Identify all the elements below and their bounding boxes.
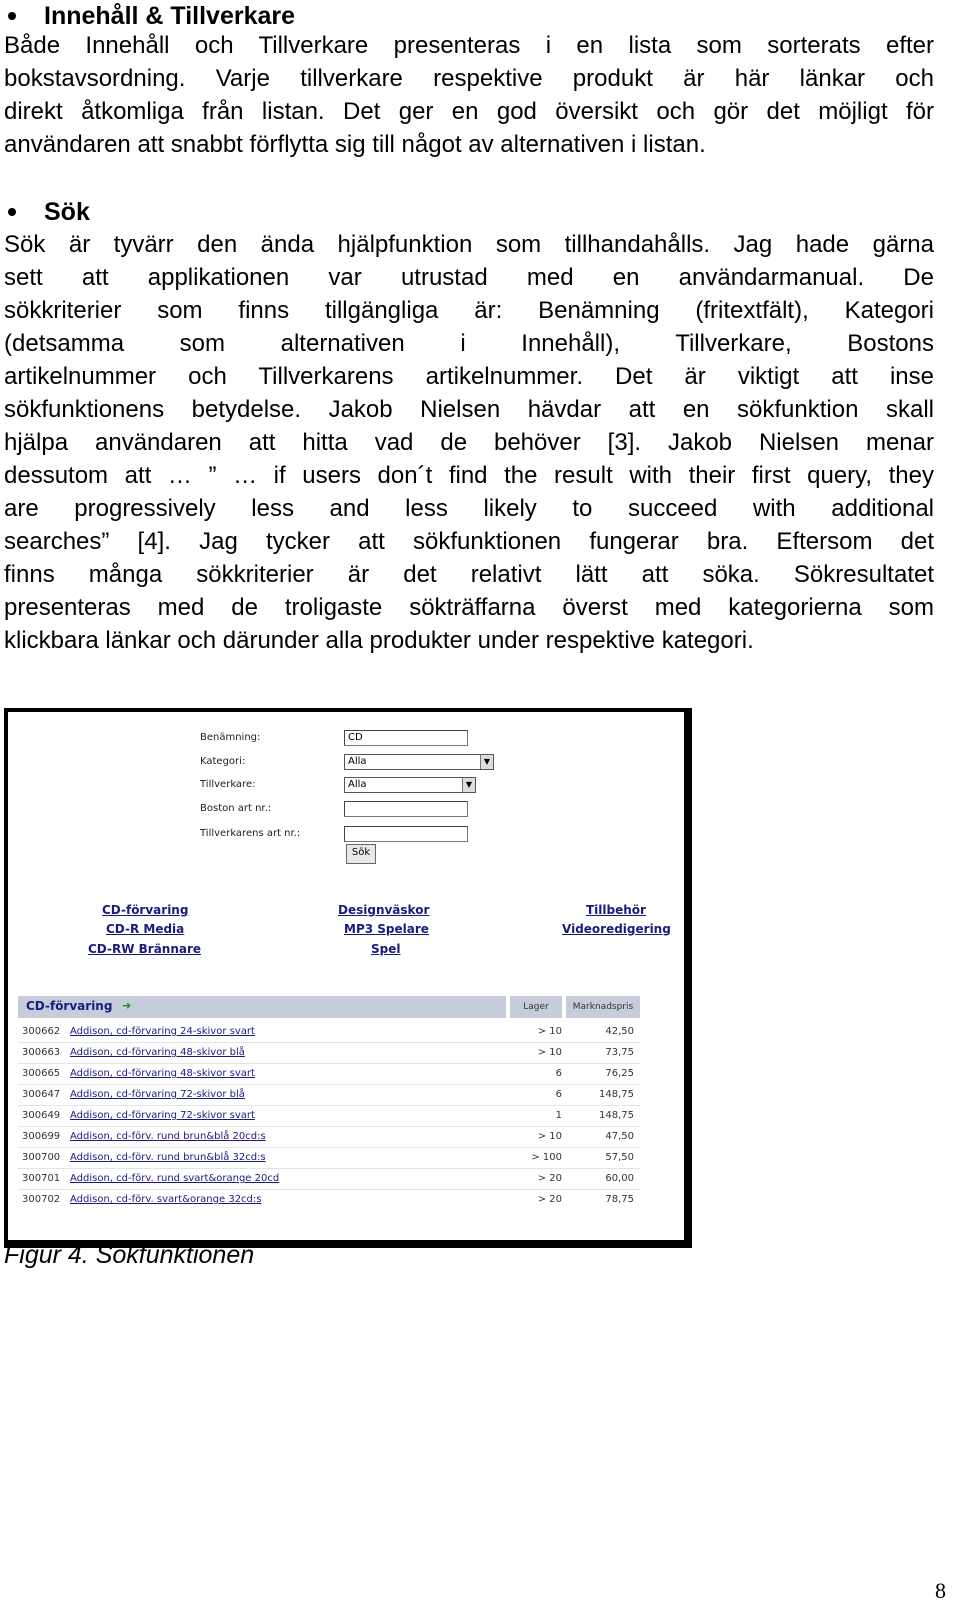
paragraph-line: finns många sökkriterier är det relativt lätt att söka. Sökresultatet <box>4 561 934 588</box>
product-link[interactable]: Addison, cd-förv. rund brun&blå 32cd:s <box>70 1152 266 1163</box>
search-screen <box>8 712 684 1240</box>
results-category-link[interactable]: CD-förvaring <box>26 999 113 1013</box>
bullet-icon <box>8 12 16 20</box>
table-row <box>18 1085 640 1105</box>
article-number: 300647 <box>22 1089 61 1100</box>
article-number: 300700 <box>22 1152 61 1163</box>
article-number: 300702 <box>22 1194 61 1205</box>
article-number: 300662 <box>22 1026 61 1037</box>
table-row <box>18 1169 640 1189</box>
label-tillverkare: Tillverkare: <box>200 779 256 790</box>
figure-caption: Figur 4. Sökfunktionen <box>4 1241 255 1269</box>
bullet-icon <box>8 208 16 216</box>
product-link[interactable]: Addison, cd-förvaring 72-skivor blå <box>70 1089 245 1100</box>
section-heading-text: Sök <box>44 198 90 226</box>
paragraph-line: direkt åtkomliga från listan. Det ger en god översikt och gör det möjligt för <box>4 98 934 125</box>
category-link[interactable]: CD-RW Brännare <box>88 942 202 956</box>
article-number: 300663 <box>22 1047 61 1058</box>
label-tillverkarens-art-nr: Tillverkarens art nr.: <box>200 828 301 839</box>
kategori-select[interactable] <box>344 754 494 770</box>
table-row <box>18 1043 640 1063</box>
price-value: 73,75 <box>605 1047 634 1058</box>
product-link[interactable]: Addison, cd-förv. svart&orange 32cd:s <box>70 1194 262 1205</box>
product-link[interactable]: Addison, cd-förv. rund brun&blå 20cd:s <box>70 1131 266 1142</box>
paragraph-line: searches” [4]. Jag tycker att sökfunktionen fungerar bra. Eftersom det <box>4 528 934 555</box>
stock-value: 6 <box>555 1089 562 1100</box>
category-link[interactable]: CD-R Media <box>106 922 185 936</box>
price-value: 57,50 <box>605 1152 634 1163</box>
product-link[interactable]: Addison, cd-förvaring 48-skivor svart <box>70 1068 255 1079</box>
paragraph-sok <box>4 228 934 657</box>
product-link[interactable]: Addison, cd-förvaring 72-skivor svart <box>70 1110 255 1121</box>
category-link[interactable]: Videoredigering <box>562 922 671 936</box>
paragraph-line: klickbara länkar och därunder alla produkter under respektive kategori. <box>4 627 754 654</box>
section-heading-sok <box>8 196 90 228</box>
tillverkare-select[interactable] <box>344 777 476 793</box>
category-link[interactable]: Spel <box>371 942 401 956</box>
paragraph-line: presenteras med de troligaste sökträffarna överst med kategorierna som <box>4 594 934 621</box>
paragraph-line: are progressively less and less likely to succeed with additional <box>4 495 934 522</box>
paragraph-line: sett att applikationen var utrustad med en användarmanual. De <box>4 264 934 291</box>
article-number: 300701 <box>22 1173 61 1184</box>
results-category-bar <box>18 996 506 1018</box>
stock-value: > 10 <box>537 1026 562 1037</box>
stock-value: > 20 <box>537 1194 562 1205</box>
dropdown-arrow-icon[interactable]: ▼ <box>462 778 475 792</box>
category-link[interactable]: Tillbehör <box>586 903 646 917</box>
paragraph-line: sökfunktionens betydelse. Jakob Nielsen hävdar att en sökfunktion skall <box>4 396 934 423</box>
table-row <box>18 1190 640 1210</box>
paragraph-line: (detsamma som alternativen i Innehåll), Tillverkare, Bostons <box>4 330 934 357</box>
table-row <box>18 1127 640 1147</box>
price-value: 47,50 <box>605 1131 634 1142</box>
stock-value: 6 <box>555 1068 562 1079</box>
results-header <box>18 996 640 1018</box>
table-row <box>18 1148 640 1168</box>
table-row <box>18 1106 640 1126</box>
boston-art-nr-input[interactable] <box>344 801 468 817</box>
kategori-select-value: Alla <box>348 756 367 767</box>
figure-screenshot <box>4 708 692 1248</box>
article-number: 300699 <box>22 1131 61 1142</box>
label-boston-art-nr: Boston art nr.: <box>200 803 272 814</box>
paragraph-line: artikelnummer och Tillverkarens artikelnummer. Det är viktigt att inse <box>4 363 934 390</box>
label-benamning: Benämning: <box>200 732 261 743</box>
stock-value: > 10 <box>537 1131 562 1142</box>
paragraph-line: sökkriterier som finns tillgängliga är: Benämning (fritextfält), Kategori <box>4 297 934 324</box>
article-number: 300649 <box>22 1110 61 1121</box>
product-link[interactable]: Addison, cd-förvaring 48-skivor blå <box>70 1047 245 1058</box>
paragraph-line: dessutom att … ” … if users don´t find the result with their first query, they <box>4 462 934 489</box>
product-link[interactable]: Addison, cd-förvaring 24-skivor svart <box>70 1026 255 1037</box>
tillverkarens-art-nr-input[interactable] <box>344 826 468 842</box>
table-row <box>18 1022 640 1042</box>
column-header-lager[interactable]: Lager <box>510 996 562 1018</box>
tillverkare-select-value: Alla <box>348 779 367 790</box>
price-value: 148,75 <box>599 1110 634 1121</box>
page-number: 8 <box>935 1578 946 1603</box>
paragraph-innehall <box>4 29 934 161</box>
column-header-marknadspris[interactable]: Marknadspris <box>566 996 640 1018</box>
section-heading-innehall <box>8 0 295 32</box>
article-number: 300665 <box>22 1068 61 1079</box>
dropdown-arrow-icon[interactable]: ▼ <box>480 755 493 769</box>
table-row <box>18 1064 640 1084</box>
price-value: 148,75 <box>599 1089 634 1100</box>
paragraph-line: användaren att snabbt förflytta sig till något av alternativen i listan. <box>4 131 706 158</box>
stock-value: > 20 <box>537 1173 562 1184</box>
stock-value: > 100 <box>531 1152 562 1163</box>
paragraph-line: hjälpa användaren att hitta vad de behöver [3]. Jakob Nielsen menar <box>4 429 934 456</box>
paragraph-line: Både Innehåll och Tillverkare presenteras i en lista som sorterats efter <box>4 32 934 59</box>
category-link[interactable]: Designväskor <box>338 903 430 917</box>
label-kategori: Kategori: <box>200 756 246 767</box>
price-value: 76,25 <box>605 1068 634 1079</box>
paragraph-line: Sök är tyvärr den ända hjälpfunktion som tillhandahålls. Jag hade gärna <box>4 231 934 258</box>
stock-value: > 10 <box>537 1047 562 1058</box>
arrow-right-icon: ➜ <box>122 999 132 1012</box>
paragraph-line: bokstavsordning. Varje tillverkare respektive produkt är här länkar och <box>4 65 934 92</box>
section-heading-text: Innehåll & Tillverkare <box>44 2 296 30</box>
price-value: 78,75 <box>605 1194 634 1205</box>
stock-value: 1 <box>555 1110 562 1121</box>
sok-button[interactable]: Sök <box>346 844 376 864</box>
price-value: 60,00 <box>605 1173 634 1184</box>
category-link[interactable]: MP3 Spelare <box>344 922 429 936</box>
price-value: 42,50 <box>605 1026 634 1037</box>
category-link[interactable]: CD-förvaring <box>102 903 189 917</box>
benamning-input[interactable]: CD <box>344 730 468 746</box>
product-link[interactable]: Addison, cd-förv. rund svart&orange 20cd <box>70 1173 280 1184</box>
